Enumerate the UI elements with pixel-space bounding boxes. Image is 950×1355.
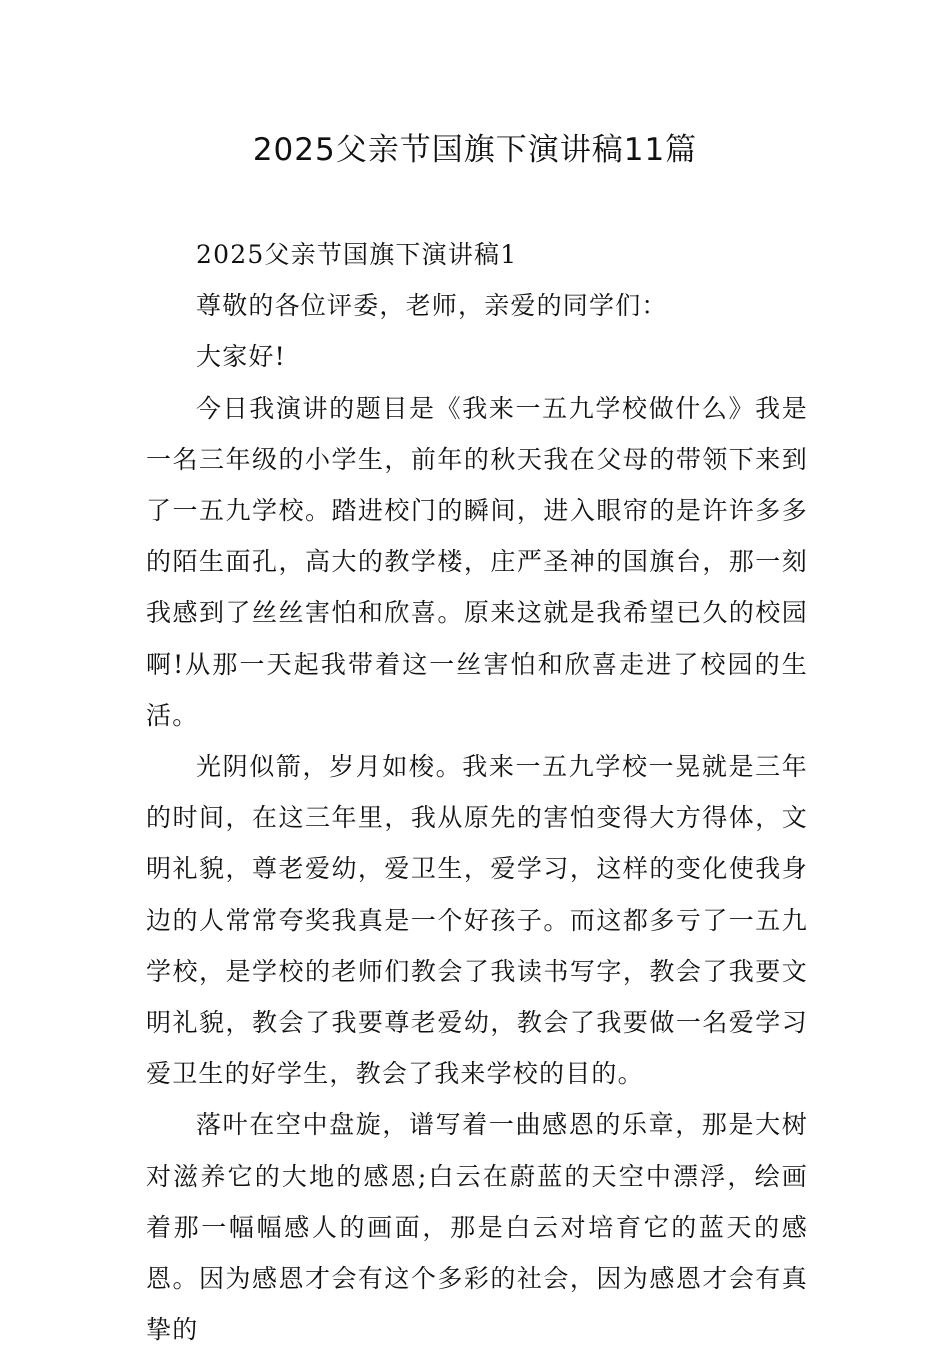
section-heading: 2025父亲节国旗下演讲稿1 xyxy=(196,240,518,269)
body-paragraph: 今日我演讲的题目是《我来一五九学校做什么》我是一名三年级的小学生，前年的秋天我在父母的带领下来到了一五九学校。踏进校门的瞬间，进入眼帘的是许许多多的陌生面孔，高大的教学楼，庄严圣神的国旗台，那一刻我感到了丝丝害怕和欣喜。原来这就是我希望已久的校园啊!从那一天起我带着这一丝害怕和欣喜走进了校园的生活。 xyxy=(146,393,808,730)
body-paragraph: 落叶在空中盘旋，谱写着一曲感恩的乐章，那是大树对滋养它的大地的感恩;白云在蔚蓝的天空中漂浮，绘画着那一幅幅感人的画面，那是白云对培育它的蓝天的感恩。因为感恩才会有这个多彩的社会，因为感恩才会有真挚的 xyxy=(146,1110,808,1345)
body-paragraph: 光阴似箭，岁月如梭。我来一五九学校一晃就是三年的时间，在这三年里，我从原先的害怕变得大方得体，文明礼貌，尊老爱幼，爱卫生，爱学习，这样的变化使我身边的人常常夸奖我真是一个好孩子。而这都多亏了一五九学校，是学校的老师们教会了我读书写字，教会了我要文明礼貌，教会了我要尊老爱幼，教会了我要做一名爱学习爱卫生的好学生，教会了我来学校的目的。 xyxy=(146,752,808,1089)
greeting: 大家好! xyxy=(196,342,286,372)
document-body xyxy=(146,229,808,1355)
salutation: 尊敬的各位评委，老师，亲爱的同学们： xyxy=(196,291,668,321)
document-title: 2025父亲节国旗下演讲稿11篇 xyxy=(252,132,698,168)
